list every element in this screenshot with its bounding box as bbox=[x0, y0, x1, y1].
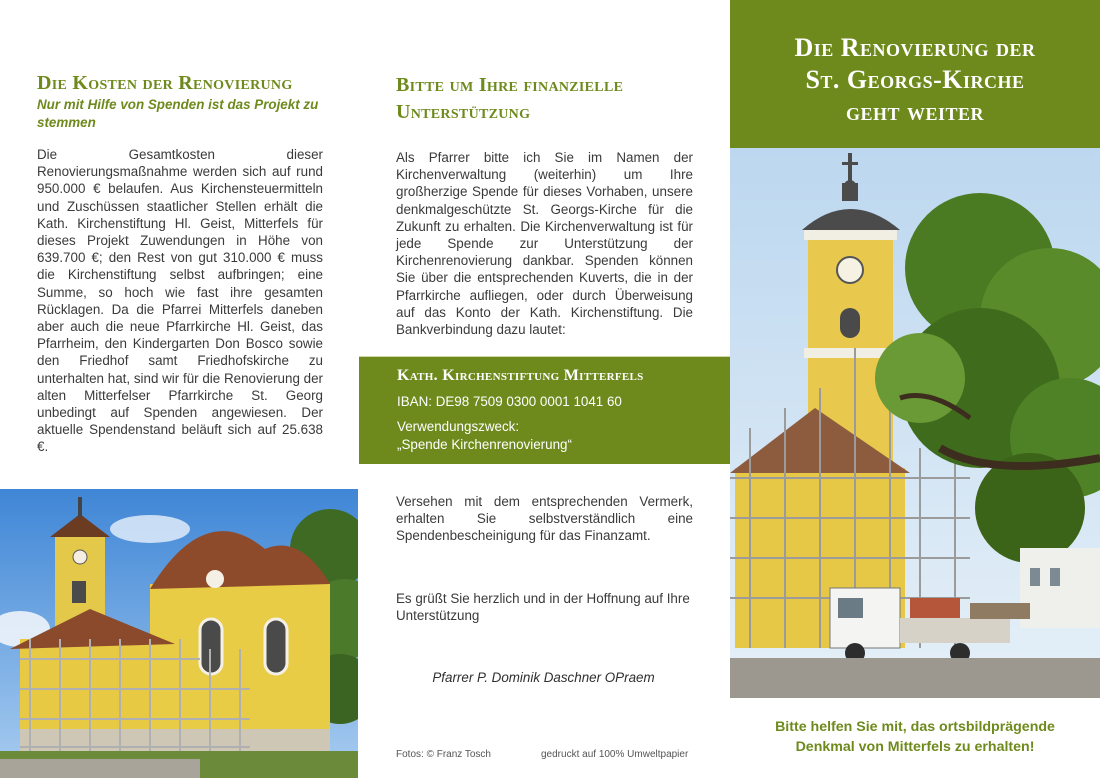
church-tower-photo bbox=[730, 148, 1100, 698]
greeting-text: Es grüßt Sie herzlich und in der Hoffnung auf Ihre Unterstützung bbox=[396, 591, 690, 624]
panel-costs bbox=[0, 0, 366, 778]
appeal-text bbox=[730, 717, 1100, 757]
appeal-line-1: Bitte helfen Sie mit, das ortsbildprägende bbox=[775, 719, 1055, 735]
costs-subtitle: Nur mit Hilfe von Spenden ist das Projekt zu stemmen bbox=[37, 97, 319, 130]
bank-account-name: Kath. Kirchenstiftung Mitterfels bbox=[397, 367, 644, 384]
cover-title bbox=[730, 32, 1100, 128]
bank-iban: IBAN: DE98 7509 0300 0001 1041 60 bbox=[397, 394, 622, 409]
cover-title-line-2: St. Georgs-Kirche bbox=[805, 65, 1025, 94]
bank-purpose-label: Verwendungszweck: bbox=[397, 419, 520, 434]
appeal-line-2: Denkmal von Mitterfels zu erhalten! bbox=[795, 739, 1035, 755]
panel-cover bbox=[730, 0, 1100, 778]
paper-note: gedruckt auf 100% Umweltpapier bbox=[541, 749, 689, 760]
photo-credit: Fotos: © Franz Tosch bbox=[396, 749, 491, 760]
panel-donation-request bbox=[366, 0, 730, 778]
bank-details-box bbox=[359, 353, 730, 464]
donation-heading: Bitte um Ihre finanzielle Unterstützung bbox=[396, 74, 624, 123]
costs-heading: Die Kosten der Renovierung bbox=[37, 72, 293, 94]
donation-body-text: Als Pfarrer bitte ich Sie im Namen der Kirchenverwaltung (weiterhin) um Ihre großherzige Spende für dieses Vorhaben, unsere denkmalgeschützte St. Georgs-Kirche für die Zukunft zu erhalten. Die Kirchenverwaltung ist für jede Spende zur Unterstützung der Kirchenrenovierung dankbar. Spenden können Sie über die entsprechenden Kuverts, die in der Pfarrkirche aufliegen, oder durch Überweisung auf das Konto der Kath. Kirchenstiftung. Die Bankverbindung dazu lautet: bbox=[396, 150, 693, 338]
receipt-note-text: Versehen mit dem entsprechenden Vermerk, erhalten Sie selbstverständlich eine Spendenbescheinigung für das Finanzamt. bbox=[396, 494, 693, 544]
costs-body-text: Die Gesamtkosten dieser Renovierungsmaßnahme werden sich auf rund 950.000 € belaufen. Aus Kirchensteuermitteln und Zuschüssen staatlicher Stellen erhält die Kath. Kirchenstiftung Hl. Geist, Mitterfels für dieses Projekt Zuwendungen in Höhe von 639.700 €; den Rest von gut 310.000 € muss die Kirchenstiftung selbst aufbringen; eine Summe, so hoch wie fast ihre gesamten Rücklagen. Da die Pfarrei Mitterfels daneben aber auch die neue Pfarrkirche Hl. Geist, das Pfarrheim, den Kindergarten Don Bosco sowie den Friedhof samt Friedhofskirche zu unterhalten hat, sind wir für die Renovierung der alten Mitterfelser Pfarrkirche St. Georg unbedingt auf Spenden angewiesen. Der aktuelle Spendenstand beläuft sich auf 25.638 €. bbox=[37, 147, 323, 455]
cover-title-line-1: Die Renovierung der bbox=[794, 33, 1036, 62]
cover-title-box bbox=[730, 0, 1100, 148]
signature: Pfarrer P. Dominik Daschner OPraem bbox=[432, 670, 655, 685]
church-scaffolding-photo bbox=[0, 489, 358, 778]
cover-title-line-3: geht weiter bbox=[845, 97, 985, 126]
bank-purpose: „Spende Kirchenrenovierung“ bbox=[397, 437, 572, 452]
